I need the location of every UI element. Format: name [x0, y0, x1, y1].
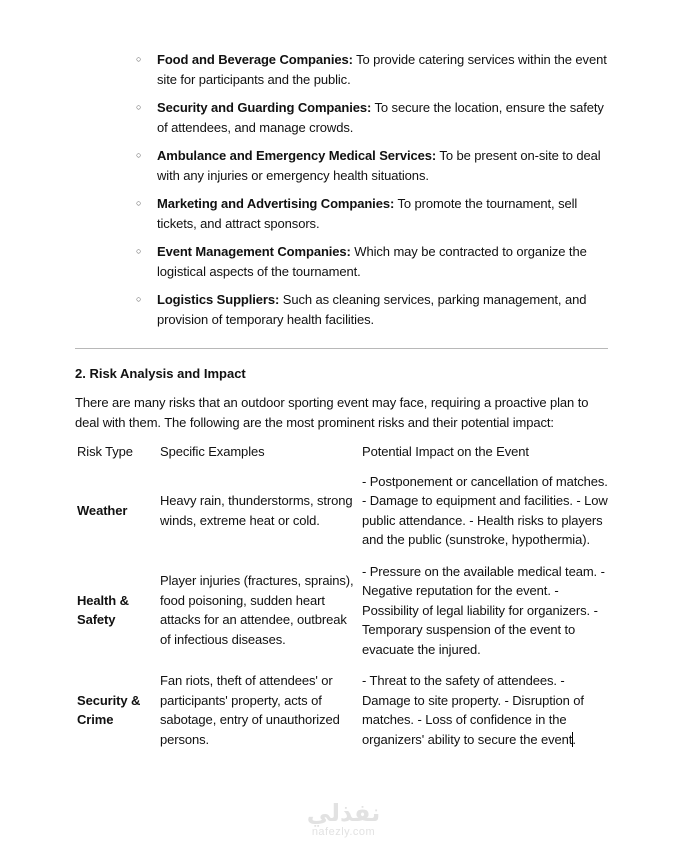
impact-cell: - Postponement or cancellation of matches. - Damage to equipment and facilities. - Low public attendance. - Health risks to players and the public (sunstroke, hypothermia). — [362, 473, 608, 547]
item-text: To be present on-site to deal with any injuries or emergency health situations. — [157, 148, 601, 183]
hollow-bullet-icon: ○ — [136, 246, 142, 256]
section-heading: 2. Risk Analysis and Impact — [75, 366, 246, 381]
list-item — [136, 194, 616, 233]
examples-cell: Player injuries (fractures, sprains), food poisoning, sudden heart attacks for an attendee, outbreak of infectious diseases. — [160, 573, 354, 647]
header-specific-examples: Specific Examples — [160, 444, 265, 459]
list-item — [136, 242, 616, 281]
section-intro: There are many risks that an outdoor sporting event may face, requiring a proactive plan to deal with them. The following are the most prominent risks and their potential impact: — [75, 395, 589, 430]
item-title: Marketing and Advertising Companies: — [157, 196, 395, 211]
item-title: Logistics Suppliers: — [157, 292, 280, 307]
impact-text-end: . — [572, 731, 576, 747]
item-title: Security and Guarding Companies: — [157, 100, 372, 115]
horizontal-divider — [75, 348, 608, 349]
list-item — [136, 290, 616, 329]
header-potential-impact: Potential Impact on the Event — [362, 444, 529, 459]
risk-type-cell: Health & Safety — [77, 592, 129, 628]
item-text: To secure the location, ensure the safety of attendees, and manage crowds. — [157, 100, 604, 135]
examples-cell: Fan riots, theft of attendees' or participants' property, acts of sabotage, entry of unauthorized persons. — [160, 673, 340, 747]
impact-cell: - Pressure on the available medical team. - Negative reputation for the event. - Possibility of legal liability for organizers. - Temporary suspension of the event to evacuate the injured. — [362, 563, 605, 657]
risk-type-cell: Security & Crime — [77, 692, 141, 727]
list-item — [136, 146, 616, 185]
watermark-url: nafezly.com — [311, 826, 376, 838]
table-row — [74, 472, 611, 562]
header-risk-type: Risk Type — [77, 444, 133, 459]
stakeholder-list — [136, 50, 616, 338]
hollow-bullet-icon: ○ — [136, 198, 142, 208]
impact-text: - Threat to the safety of attendees. - Damage to site property. - Disruption of matches. - Loss of confidence in the organizers' ability to secure the event — [362, 673, 584, 747]
list-item — [136, 98, 616, 137]
hollow-bullet-icon: ○ — [136, 102, 142, 112]
table-row — [74, 562, 611, 672]
item-title: Food and Beverage Companies: — [157, 52, 353, 67]
item-text: To promote the tournament, sell tickets, and attract sponsors. — [157, 196, 578, 231]
item-title: Event Management Companies: — [157, 244, 351, 259]
hollow-bullet-icon: ○ — [136, 294, 142, 304]
risk-type-cell: Weather — [77, 502, 128, 518]
item-text: Which may be contracted to organize the logistical aspects of the tournament. — [157, 244, 587, 279]
watermark — [296, 800, 391, 839]
list-item — [136, 50, 616, 89]
watermark-arabic-logo: نفذلي — [306, 799, 381, 827]
risk-table — [74, 442, 611, 761]
item-title: Ambulance and Emergency Medical Services: — [157, 148, 437, 163]
table-row — [74, 671, 611, 761]
item-text: To provide catering services within the event site for participants and the public. — [157, 52, 607, 87]
impact-cell[interactable] — [359, 671, 611, 761]
item-text: Such as cleaning services, parking management, and provision of temporary health facilities. — [157, 292, 587, 327]
table-header-row — [74, 442, 611, 472]
hollow-bullet-icon: ○ — [136, 150, 142, 160]
hollow-bullet-icon: ○ — [136, 54, 142, 64]
examples-cell: Heavy rain, thunderstorms, strong winds, extreme heat or cold. — [160, 493, 353, 528]
